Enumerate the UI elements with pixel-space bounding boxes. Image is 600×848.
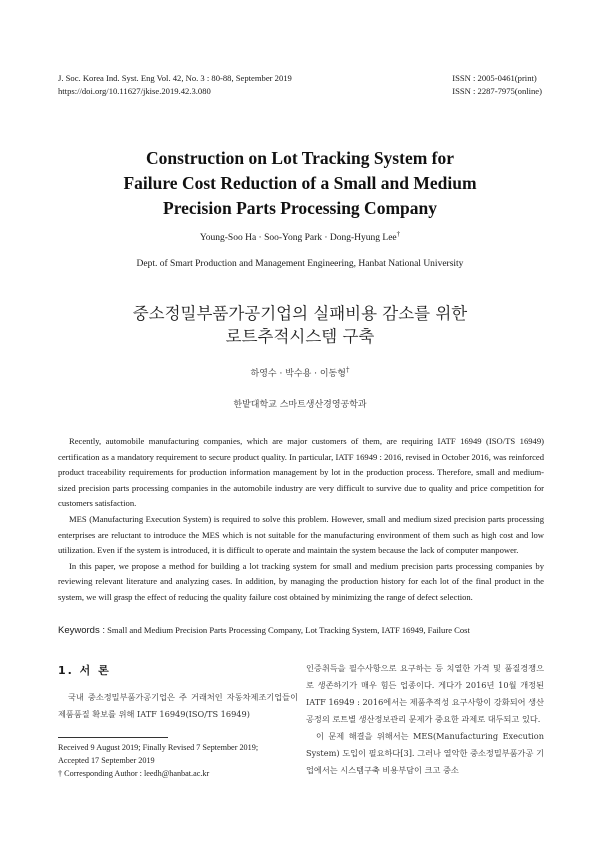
affiliation: Dept. of Smart Production and Management Engineering, Hanbat National University [136, 259, 464, 269]
title-line: Failure Cost Reduction of a Small and Medium [123, 173, 477, 193]
corresponding-mark: † [345, 366, 350, 374]
journal-citation: J. Soc. Korea Ind. Syst. Eng Vol. 42, No. 3 : 80-88, September 2019 [58, 73, 292, 83]
author-list [0, 230, 600, 243]
abstract [58, 434, 544, 606]
korean-title [0, 302, 600, 348]
issn-block [452, 72, 542, 98]
footnote-received: Received 9 August 2019; Finally Revised 7 September 2019; [58, 743, 259, 752]
abstract-paragraph: Recently, automobile manufacturing companies, which are major customers of them, are requiring IATF 16949 (ISO/TS 16949) certification as a mandatory requirement to secure product quality. In particular, IATF 16949 : 2016, revised in October 2016, was reinforced product traceability requirements for production information management by lot in the production process. Therefore, small and medium-sized precision parts processing companies in the automobile industry are very difficult to survive due to quality and price competition for customers satisfaction. [58, 436, 544, 509]
left-column [58, 689, 298, 723]
body-paragraph: 이 문제 해결을 위해서는 MES(Manufacturing Execution System) 도입이 필요하다[3]. 그러나 열악한 중소정밀부품가공 기업에서는 시스템구축 비용부담이 크고 중소 [306, 731, 544, 775]
korean-author-names: 하영수 · 박수용 · 이동형 [250, 369, 346, 379]
footnote-accepted: Accepted 17 September 2019 [58, 756, 155, 766]
korean-title-line: 로트추적시스템 구축 [225, 327, 375, 346]
footnotes [58, 741, 298, 781]
journal-header [58, 72, 292, 98]
issn-print: ISSN : 2005-0461(print) [452, 73, 537, 83]
keywords-label: Keywords : [58, 625, 105, 636]
author-names: Young-Soo Ha · Soo-Yong Park · Dong-Hyung Lee [199, 233, 397, 244]
title-line: Construction on Lot Tracking System for [145, 148, 455, 168]
abstract-paragraph: In this paper, we propose a method for building a lot tracking system for small and medium precision parts processing companies by reviewing relevant literature and analyzing cases. In addition, by managing the production history for each lot of the final product in the system, we will grasp the effect of reducing the quality failure cost obtained by minimizing the range of defect selection. [58, 560, 544, 602]
korean-author-list [0, 366, 600, 379]
title-line: Precision Parts Processing Company [163, 198, 437, 218]
footnote-divider [58, 737, 168, 738]
korean-title-line: 중소정밀부품가공기업의 실패비용 감소를 위한 [132, 304, 468, 323]
korean-affiliation: 한밭대학교 스마트생산경영공학과 [233, 400, 367, 410]
body-paragraph: 국내 중소정밀부품가공기업은 주 거래처인 자동차제조기업들이 제품품질 확보를 위해 IATF 16949(ISO/TS 16949) [58, 692, 298, 719]
footnote-corresponding: † Corresponding Author : leedh@hanbat.ac.kr [58, 769, 210, 779]
issn-online: ISSN : 2287-7975(online) [452, 86, 542, 96]
doi-link[interactable]: https://doi.org/10.11627/jkise.2019.42.3.080 [58, 86, 211, 96]
body-paragraph: 인증취득을 필수사항으로 요구하는 등 치열한 가격 및 품질경쟁으로 생존하기가 매우 힘든 업종이다. 게다가 2016년 10월 개정된 IATF 16949 : 2016에서는 제품추적성 요구사항이 강화되어 생산 공정의 로트별 생산정보관리 문제가 중요한 과제로 대두되고 있다. [306, 663, 544, 724]
right-column [306, 660, 544, 779]
keywords-list: Small and Medium Precision Parts Processing Company, Lot Tracking System, IATF 16949, Failure Cost [107, 625, 470, 635]
keywords [58, 625, 544, 636]
section-heading: 1. 서 론 [58, 664, 111, 677]
corresponding-mark: † [396, 230, 401, 238]
paper-title [40, 146, 560, 221]
abstract-paragraph: MES (Manufacturing Execution System) is required to solve this problem. However, small and medium sized precision parts processing enterprises are reluctant to introduce the MES which is not suitable for the manufacturing environment of them such as high cost and low utilization. Even if the system is introduced, it is difficult to operate and maintain the system because the lack of computer manpower. [58, 513, 544, 556]
